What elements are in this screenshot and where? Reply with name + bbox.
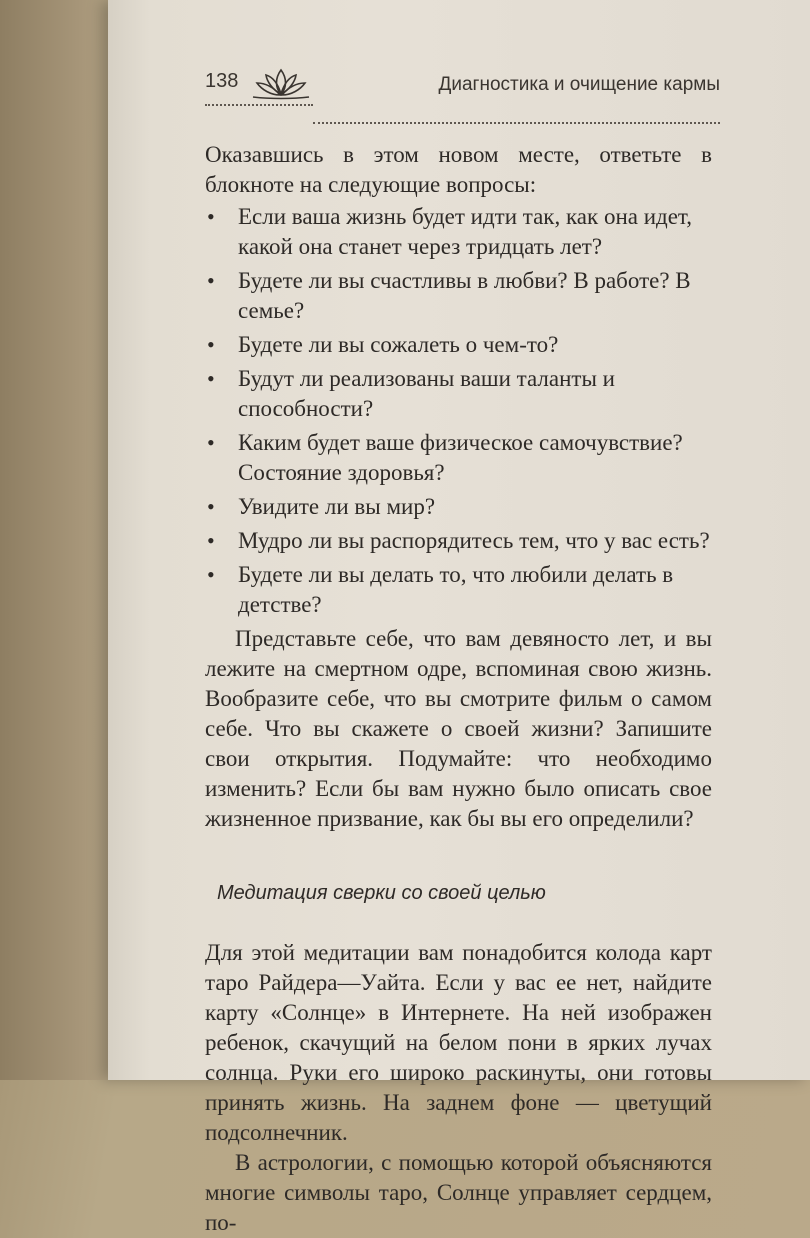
list-item: • Мудро ли вы распорядитесь тем, что у вас есть? <box>205 526 712 556</box>
header-dotted-rule-right <box>313 122 720 124</box>
list-item: • Будете ли вы счастливы в любви? В работе? В семье? <box>207 268 691 323</box>
meditation-paragraph-1: Для этой медитации вам понадобится колода карт таро Райдера—Уайта. Если у вас ее нет, найдите карту «Солнце» в Интернете. На ней изображен ребенок, скачущий на белом пони в ярких лучах солнца. Руки его широко раскинуты, они готовы принять жизнь. На заднем фоне — цветущий подсолнечник. <box>205 940 712 1145</box>
section-title: Медитация сверки со своей целью <box>217 882 546 904</box>
intro-paragraph: Оказавшись в этом новом месте, ответьте в блокноте на следующие вопросы: <box>205 142 712 197</box>
page-header <box>205 66 720 126</box>
page-body <box>205 140 712 1238</box>
bullet-icon: • <box>207 430 215 455</box>
page-number: 138 <box>205 70 239 92</box>
list-item: • Увидите ли вы мир? <box>205 492 712 522</box>
list-item: • Будете ли вы сожалеть о чем-то? <box>205 330 712 360</box>
running-title: Диагностика и очищение кармы <box>438 74 720 95</box>
background-surface <box>0 0 120 1080</box>
bullet-icon: • <box>207 366 215 391</box>
bullet-icon: • <box>207 268 215 293</box>
meditation-paragraph-2: В астрологии, с помощью которой объясняются многие символы таро, Солнце управляет сердцем, по- <box>205 1150 712 1235</box>
header-dotted-rule-left <box>205 104 313 106</box>
lotus-icon <box>249 66 313 100</box>
list-item: • Будете ли вы делать то, что любили делать в детстве? <box>207 562 674 617</box>
list-item: • Будут ли реализованы ваши таланты и способности? <box>207 366 615 421</box>
list-item: • Если ваша жизнь будет идти так, как она идет, какой она станет через тридцать лет? <box>207 204 693 259</box>
bullet-icon: • <box>207 332 215 357</box>
bullet-icon: • <box>207 528 215 553</box>
bullet-icon: • <box>207 562 215 587</box>
bullet-icon: • <box>207 204 215 229</box>
list-item: • Каким будет ваше физическое самочувствие? Состояние здоровья? <box>207 430 683 485</box>
bullet-icon: • <box>207 494 215 519</box>
reflection-paragraph: Представьте себе, что вам девяносто лет, и вы лежите на смертном одре, вспоминая свою жизнь. Вообразите себе, что вы смотрите фильм о самом себе. Что вы скажете о своей жизни? Запишите свои открытия. Подумайте: что необходимо изменить? Если бы вам нужно было описать свое жизненное призвание, как бы вы его определили? <box>205 626 712 831</box>
questions-list <box>205 202 712 620</box>
